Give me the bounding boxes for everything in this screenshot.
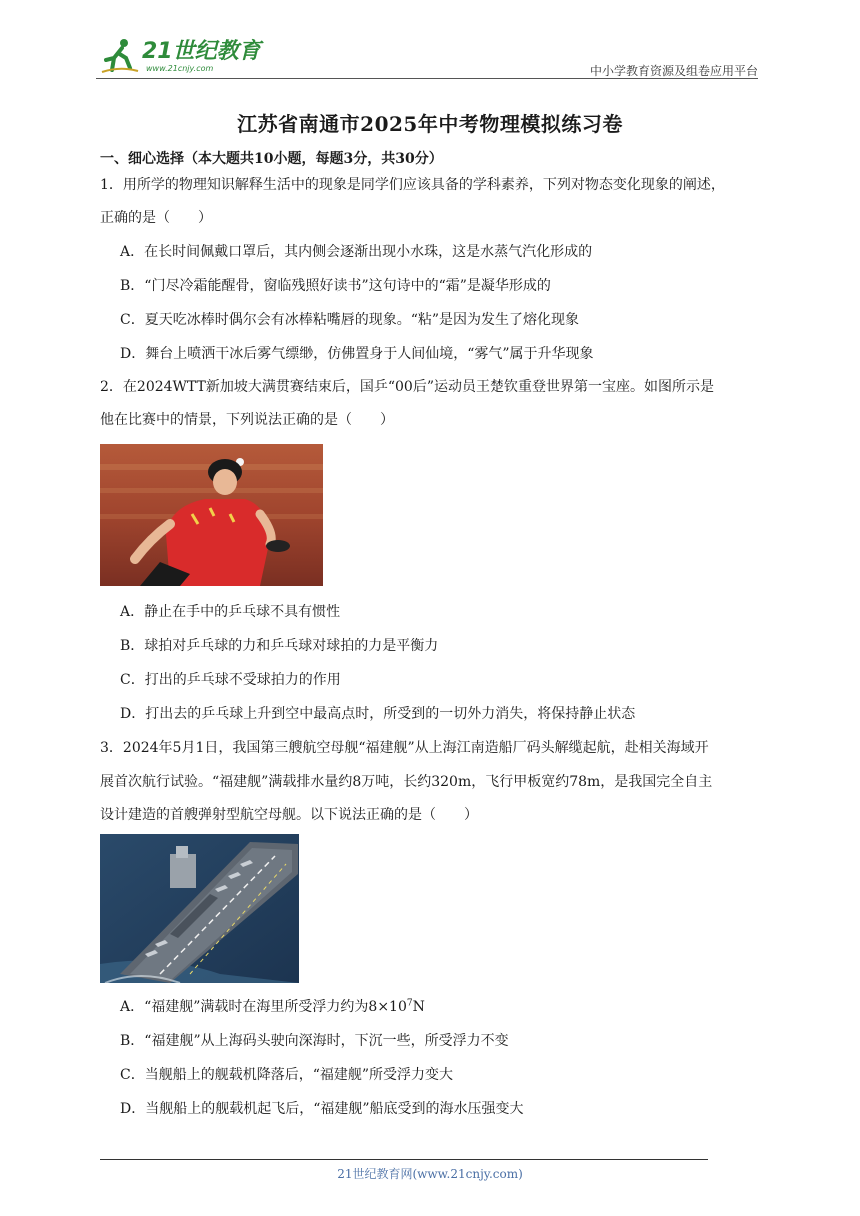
runner-logo-icon [100,38,140,74]
question-1-stem-line-2: 正确的是（ ） [100,210,212,226]
footer-divider [100,1159,708,1160]
question-3-option-c: C．当舰船上的舰载机降落后，“福建舰”所受浮力变大 [120,1067,454,1083]
aircraft-carrier-photo [100,834,299,983]
question-2-stem-line-2: 他在比赛中的情景，下列说法正确的是（ ） [100,412,394,428]
question-1-stem-line-1: 1．用所学的物理知识解释生活中的现象是同学们应该具备的学科素养，下列对物态变化现象的阐述， [100,177,725,193]
page-header [96,30,758,82]
exam-title: 江苏省南通市2025年中考物理模拟练习卷 [237,112,623,136]
header-divider [96,78,758,79]
section-heading: 一、细心选择（本大题共10小题，每题3分，共30分） [100,151,443,167]
question-3-stem-line-3: 设计建造的首艘弹射型航空母舰。以下说法正确的是（ ） [100,807,478,823]
logo-text: 21世纪教育 [142,39,261,64]
logo-url: www.21cnjy.com [146,64,214,73]
question-1-option-d: D．舞台上喷洒干冰后雾气缥缈，仿佛置身于人间仙境，“雾气”属于升华现象 [120,346,594,362]
question-2-option-b: B．球拍对乒乓球的力和乒乓球对球拍的力是平衡力 [120,638,439,654]
question-3-option-d: D．当舰船上的舰载机起飞后，“福建舰”船底受到的海水压强变大 [120,1101,524,1117]
question-1-option-a: A．在长时间佩戴口罩后，其内侧会逐渐出现小水珠，这是水蒸气汽化形成的 [120,244,593,260]
unit: N [412,999,425,1015]
exponent: 7 [406,998,413,1009]
question-1-option-c: C．夏天吃冰棒时偶尔会有冰棒粘嘴唇的现象。“粘”是因为发生了熔化现象 [120,312,580,328]
platform-name: 中小学教育资源及组卷应用平台 [589,64,758,78]
question-3-option-a-text: A．“福建舰”满载时在海里所受浮力约为8×10 [120,999,407,1015]
question-3-option-b: B．“福建舰”从上海码头驶向深海时，下沉一些，所受浮力不变 [120,1033,509,1049]
question-2-option-c: C．打出的乒乓球不受球拍力的作用 [120,672,341,688]
question-2-option-a: A．静止在手中的乒乓球不具有惯性 [120,604,341,620]
table-tennis-player-photo [100,444,323,586]
site-logo [96,34,266,78]
page-footer: 21世纪教育网(www.21cnjy.com) [337,1167,523,1181]
question-3-stem-line-1: 3．2024年5月1日，我国第三艘航空母舰“福建舰”从上海江南造船厂码头解缆起航，赴相关海域开 [100,740,709,756]
question-1-option-b: B．“门尽冷霜能醒骨，窗临残照好读书”这句诗中的“霜”是凝华形成的 [120,278,551,294]
question-3-option-a [120,996,425,1016]
question-2-stem-line-1: 2．在2024WTT新加坡大满贯赛结束后，国乒“00后”运动员王楚钦重登世界第一宝座。如图所示是 [100,379,714,395]
question-3-stem-line-2: 展首次航行试验。“福建舰”满载排水量约8万吨，长约320m，飞行甲板宽约78m，是我国完全自主 [100,774,713,790]
question-2-option-d: D．打出去的乒乓球上升到空中最高点时，所受到的一切外力消失，将保持静止状态 [120,706,636,722]
